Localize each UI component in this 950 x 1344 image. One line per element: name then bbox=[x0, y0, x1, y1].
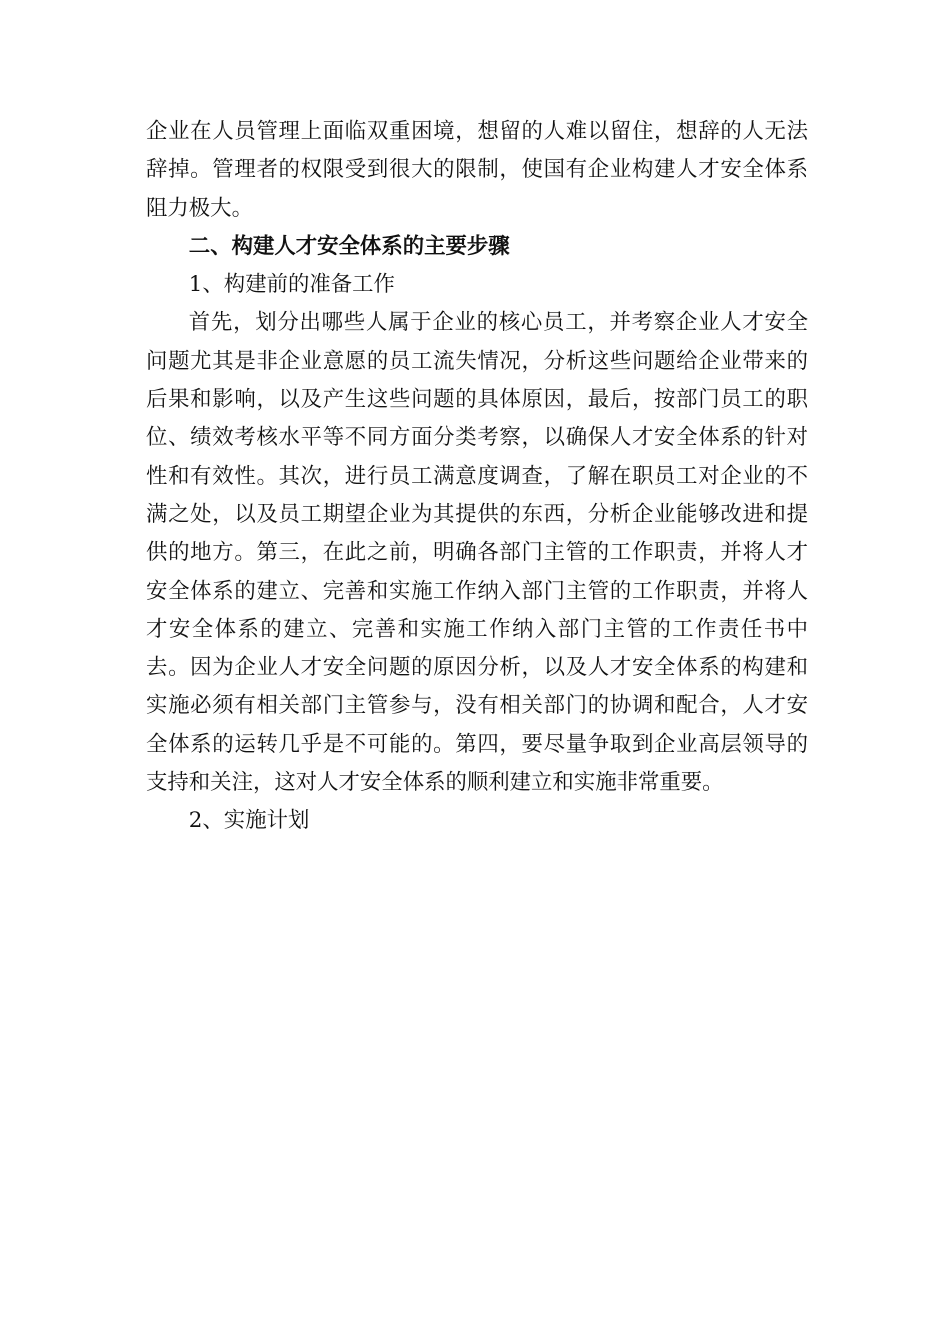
body-paragraph-preparation: 首先，划分出哪些人属于企业的核心员工，并考察企业人才安全问题尤其是非企业意愿的员工流失情况，分析这些问题给企业带来的后果和影响，以及产生这些问题的具体原因，最后，按部门员工的职位、绩效考核水平等不同方面分类考察，以确保人才安全体系的针对性和有效性。其次，进行员工满意度调查，了解在职员工对企业的不满之处，以及员工期望企业为其提供的东西，分析企业能够改进和提供的地方。第三，在此之前，明确各部门主管的工作职责，并将人才安全体系的建立、完善和实施工作纳入部门主管的工作职责，并将人才安全体系的建立、完善和实施工作纳入部门主管的工作责任书中去。因为企业人才安全问题的原因分析，以及人才安全体系的构建和实施必须有相关部门主管参与，没有相关部门的协调和配合，人才安全体系的运转几乎是不可能的。第四，要尽量争取到企业高层领导的支持和关注，这对人才安全体系的顺利建立和实施非常重要。 bbox=[146, 310, 808, 796]
document-page bbox=[146, 113, 808, 841]
continuation-paragraph: 企业在人员管理上面临双重困境，想留的人难以留住，想辞的人无法辞掉。管理者的权限受到很大的限制，使国有企业构建人才安全体系阻力极大。 bbox=[146, 119, 808, 221]
subheading-preparation: 1、构建前的准备工作 bbox=[188, 272, 395, 298]
section-heading: 二、构建人才安全体系的主要步骤 bbox=[188, 233, 510, 259]
subheading-implementation-plan: 2、实施计划 bbox=[188, 808, 310, 834]
